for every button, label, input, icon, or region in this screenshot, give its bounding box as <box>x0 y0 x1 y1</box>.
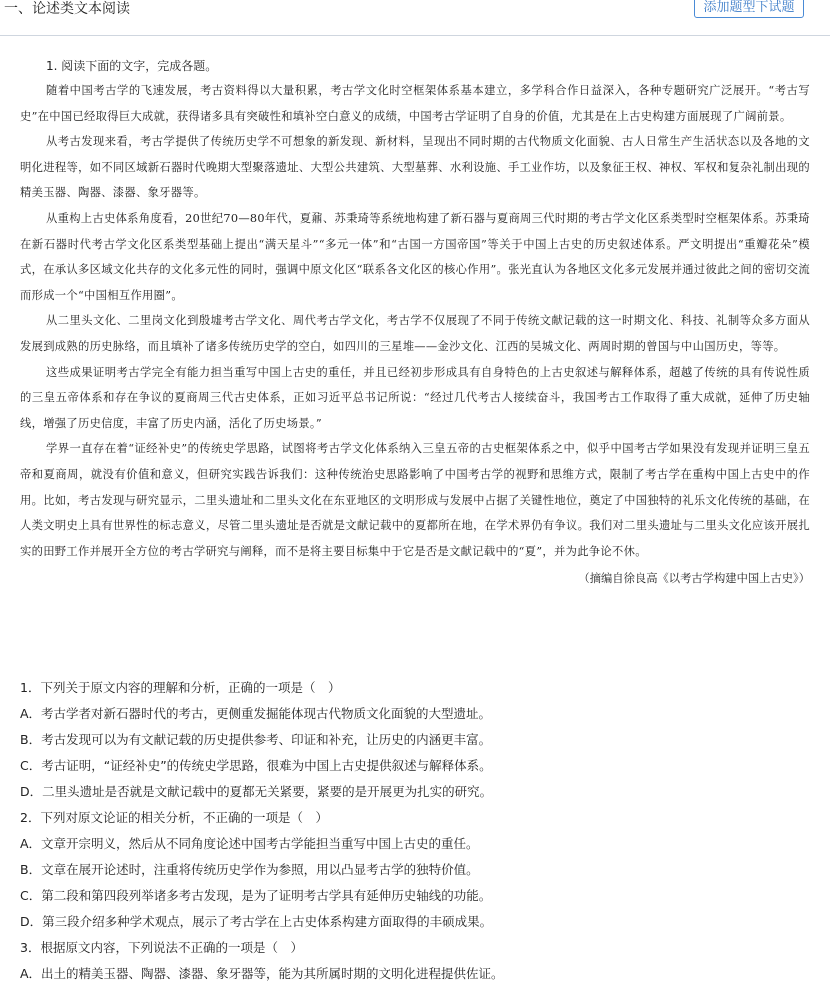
section-title: 一、论述类文本阅读 <box>4 1 130 17</box>
passage-paragraph: 从重构上古史体系角度看，20世纪70—80年代，夏鼐、苏秉琦等系统地构建了新石器与夏商周三代时期的考古学文化区系类型时空框架体系。苏秉琦在新石器时代考古学文化区系类型基础上提出“满天星斗”“多元一体”和“古国一方国帝国”等关于中国上古史的历史叙述体系。严文明提出“重瓣花朵”模式，在承认多区域文化共存的文化多元性的同时，强调中原文化区“联系各文化区的核心作用”。张光直认为各地区文化多元发展并通过彼此之间的密切交流而形成一个“中国相互作用圈”。 <box>20 211 810 302</box>
answer-option[interactable]: D．二里头遗址是否就是文献记载中的夏都无关紧要，紧要的是开展更为扎实的研究。 <box>20 784 493 799</box>
passage-source: （摘编自徐良高《以考古学构建中国上古史》） <box>578 572 810 586</box>
question-item <box>20 805 810 935</box>
answer-option[interactable]: A．文章开宗明义，然后从不同角度论述中国考古学能担当重写中国上古史的重任。 <box>20 836 479 851</box>
answer-option[interactable]: B．文章在展开论述时，注重将传统历史学作为参照，用以凸显考古学的独特价值。 <box>20 862 479 877</box>
answer-option[interactable]: A．考古学者对新石器时代的考古，更侧重发掘能体现古代物质文化面貌的大型遗址。 <box>20 706 492 721</box>
question-item <box>20 935 810 986</box>
reading-passage <box>20 50 810 592</box>
answer-option[interactable]: D．第三段介绍多种学术观点，展示了考古学在上古史体系构建方面取得的丰硕成果。 <box>20 914 493 929</box>
passage-paragraph: 随着中国考古学的飞速发展，考古资料得以大量积累，考古学文化时空框架体系基本建立，多学科合作日益深入，各种专题研究广泛展开。“考古写史”在中国已经取得巨大成就，获得诸多具有突破性和填补空白意义的成绩，中国考古学证明了自身的价值，尤其是在上古史构建方面展现了广阔前景。 <box>20 84 810 123</box>
passage-paragraph: 学界一直存在着“证经补史”的传统史学思路，试图将考古学文化体系纳入三皇五帝的古史框架体系之中，似乎中国考古学如果没有发现并证明三皇五帝和夏商周，就没有价值和意义，但研究实践告诉我们：这种传统治史思路影响了中国考古学的视野和思维方式，限制了考古学在重构中国上古史中的作用。比如，考古发现与研究显示，二里头遗址和二里头文化在东亚地区的文明形成与发展中占据了关键性地位，奠定了中国独特的礼乐文化传统的基础，在人类文明史上具有世界性的标志意义，尽管二里头遗址是否就是文献记载中的夏都所在地，在学术界仍有争议。我们对二里头遗址与二里头文化应该开展扎实的田野工作并展开全方位的考古学研究与阐释，而不是将主要目标集中于它是否是文献记载中的“夏”，并为此争论不休。 <box>20 442 810 558</box>
section-header <box>0 0 830 36</box>
question-stem: 2．下列对原文论证的相关分析，不正确的一项是（ ） <box>20 810 328 825</box>
question-stem: 1．下列关于原文内容的理解和分析，正确的一项是（ ） <box>20 680 341 695</box>
question-item <box>20 675 810 805</box>
answer-option[interactable]: C．第二段和第四段列举诸多考古发现，是为了证明考古学具有延伸历史轴线的功能。 <box>20 888 492 903</box>
add-question-button[interactable]: 添加题型下试题 <box>694 0 804 18</box>
answer-option[interactable]: C．考古证明，“证经补史”的传统史学思路，很难为中国上古史提供叙述与解释体系。 <box>20 758 492 773</box>
answer-option[interactable]: B．考古发现可以为有文献记载的历史提供参考、印证和补充，让历史的内涵更丰富。 <box>20 732 492 747</box>
passage-paragraph: 这些成果证明考古学完全有能力担当重写中国上古史的重任，并且已经初步形成具有自身特色的上古史叙述与解释体系，超越了传统的具有传说性质的三皇五帝体系和存在争议的夏商周三代古史体系，正如习近平总书记所说：“经过几代考古人接续奋斗，我国考古工作取得了重大成就，延伸了历史轴线，增强了历史信度，丰富了历史内涵，活化了历史场景。” <box>20 365 810 430</box>
passage-paragraph: 从考古发现来看，考古学提供了传统历史学不可想象的新发现、新材料，呈现出不同时期的古代物质文化面貌、古人日常生产生活状态以及各地的文明化进程等，如不同区域新石器时代晚期大型聚落遗址、大型公共建筑、大型墓葬、水利设施、手工业作坊，以及象征王权、神权、军权和复杂礼制出现的精美玉器、陶器、漆器、象牙器等。 <box>20 135 810 200</box>
question-list <box>20 675 810 986</box>
question-stem: 3．根据原文内容，下列说法不正确的一项是（ ） <box>20 940 303 955</box>
passage-paragraph: 从二里头文化、二里岗文化到殷墟考古学文化、周代考古学文化，考古学不仅展现了不同于传统文献记载的这一时期文化、科技、礼制等众多方面从发展到成熟的历史脉络，而且填补了诸多传统历史学的空白，如四川的三星堆——金沙文化、江西的吴城文化、两周时期的曾国与中山国历史，等等。 <box>20 314 810 353</box>
passage-intro: 1. 阅读下面的文字，完成各题。 <box>46 59 218 73</box>
answer-option[interactable]: A．出土的精美玉器、陶器、漆器、象牙器等，能为其所属时期的文明化进程提供佐证。 <box>20 966 504 981</box>
